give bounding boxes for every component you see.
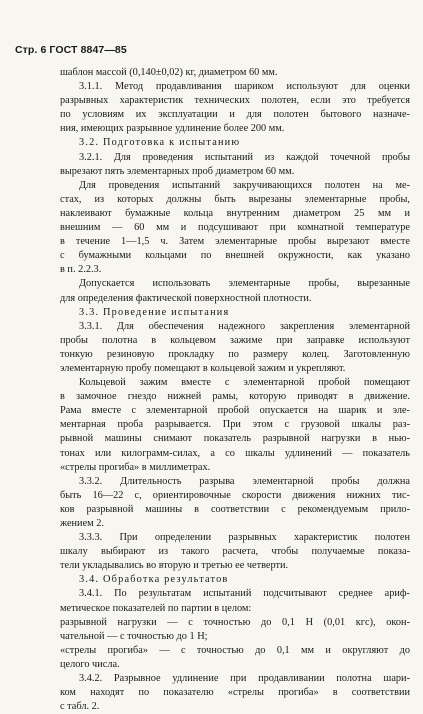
text-line: вырезают пять элементарных проб диаметром 60 мм. [60,165,295,177]
text-line: «стрелы прогиба» в миллиметрах. [60,461,211,473]
text-line: 3.3.3. При определении разрывных характеристик полотен [79,532,410,544]
paragraph-3-1-1 [60,80,410,136]
text-line: пробы полотна в кольцевом зажиме при заправке используют [60,334,410,346]
text-line: жением 2. [60,518,104,529]
text-line: ния, имеющих разрывное удлинение более 200 мм. [60,123,285,135]
paragraph-curling-fabrics [60,179,410,278]
text-line: тонах или килограмм-силах, а со шкалы удлинений — показатель [60,447,410,459]
text-line: 3.2. Подготовка к испытанию [79,137,241,149]
text-line: шаблон массой (0,140±0,02) кг, диаметром 60 мм. [60,67,278,78]
text-line: наклеивают бумажные кольца внутренним диаметром 25 мм и [60,207,410,219]
paragraph-continuation [60,66,410,80]
paragraph-3-4-1 [60,587,410,615]
text-line: Кольцевой зажим вместе с элементарной пробой помещают [79,377,410,389]
section-heading-3-3 [60,306,410,320]
text-line: 3.4. Обработка результатов [79,574,229,586]
document-body [60,66,410,714]
text-line: тели укладывались во вторую и третью ее четверти. [60,560,289,572]
text-line: 3.1.1. Метод продавливания шариком используют для оценки [79,81,410,93]
section-heading-3-4 [60,573,410,587]
paragraph-breaking-load [60,616,410,644]
text-line: ком находят по показателю «стрелы прогиба» в соответствии [60,687,410,699]
text-line: 3.4.2. Разрывное удлинение при продавливании полотна шари- [79,673,410,685]
text-line: 3.4.1. По результатам испытаний подсчитывают среднее ариф- [79,588,410,600]
text-line: для определения фактической поверхностной плотности. [60,292,312,304]
text-line: Рама вместе с элементарной пробой опускается на шарик и эле- [60,405,410,417]
paragraph-3-3-2 [60,475,410,531]
text-line: Для проведения испытаний закручивающихся полотен на ме- [79,179,410,191]
page-header: Стр. 6 ГОСТ 8847—85 [15,44,127,56]
text-line: разрывной нагрузки — с точностью до 0,1 Н (0,01 кгс), окон- [60,616,410,628]
text-line: метическое показателей по партии в целом: [60,602,252,614]
text-line: разрывных характеристик технических полотен, если это требуется [60,95,410,107]
text-line: внешним — 60 мм и подсушивают при комнатной температуре [60,222,410,234]
text-line: в течение 1—1,5 ч. Затем элементарные пробы вырезают вместе [60,236,410,248]
paragraph-3-3-3 [60,531,410,573]
text-line: чательной — с точностью до 1 Н; [60,630,208,642]
text-line: стах, из которых должны быть вырезаны элементарные пробы, [60,193,410,205]
paragraph-deflection [60,644,410,672]
text-line: ков разрывной машины в соответствии с рекомендуемым прило- [60,503,410,515]
section-heading-3-2 [60,136,410,150]
text-line: 3.3.2. Длительность разрыва элементарной пробы должна [79,475,410,487]
paragraph-ring-clamp [60,376,410,475]
text-line: быть 16—22 с, ориентировочные скорости движения нижних тис- [60,489,410,501]
text-line: Допускается использовать элементарные пробы, вырезанные [79,278,410,290]
paragraph-3-4-2 [60,672,410,714]
paragraph-3-2-1 [60,151,410,179]
text-line: ментарная проба разрывается. При этом с грузовой шкалы раз- [60,419,410,431]
text-line: тонкую резиновую прокладку по размеру колец. Заготовленную [60,348,410,360]
text-line: в замочное гнездо нижней рамы, которую приводят в движение. [60,391,410,403]
text-line: с бумажными кольцами по внешней окружности, как указано [60,250,410,262]
text-line: 3.2.1. Для проведения испытаний из каждой точечной пробы [79,151,410,163]
text-line: элементарную пробу помещают в кольцевой зажим и укрепляют. [60,362,346,374]
paragraph-allowed-samples [60,277,410,305]
text-line: 3.3. Проведение испытания [79,306,230,318]
text-line: шкалу выбирают из такого расчета, чтобы получаемые показа- [60,546,410,558]
text-line: с табл. 2. [60,701,100,713]
text-line: рывной машины снимают показатель разрывной нагрузки в нью- [60,433,410,445]
text-line: по условиям их эксплуатации и для полотен бытового назначе- [60,109,410,121]
text-line: целого числа. [60,658,120,670]
text-line: «стрелы прогиба» — с точностью до 0,1 мм и округляют до [60,644,410,656]
text-line: в п. 2.2.3. [60,264,102,276]
paragraph-3-3-1 [60,320,410,376]
text-line: 3.3.1. Для обеспечения надежного закрепления элементарной [79,320,410,332]
